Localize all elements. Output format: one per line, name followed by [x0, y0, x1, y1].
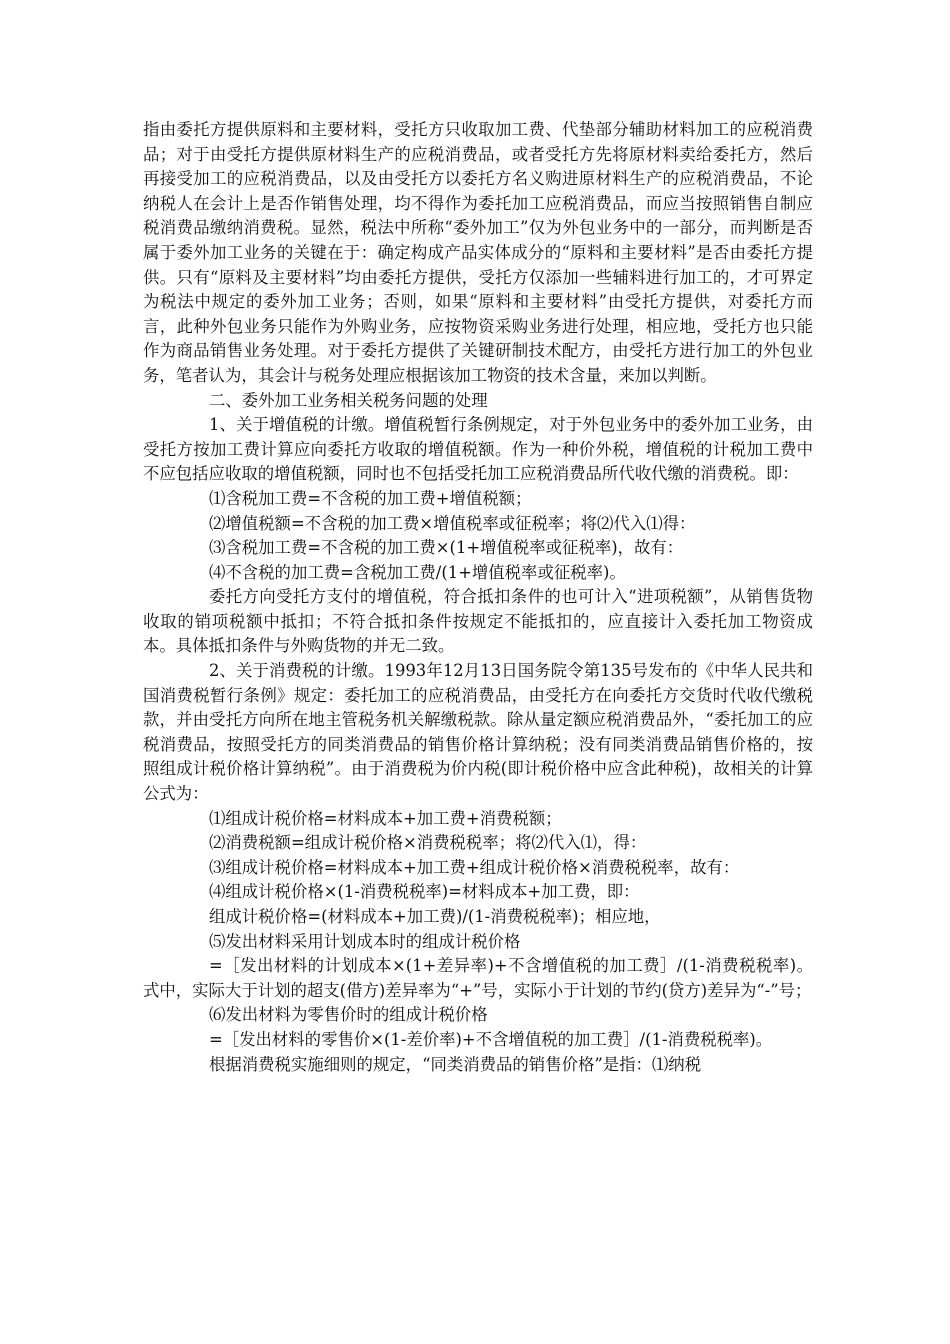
paragraph: ⑵增值税额=不含税的加工费×增值税率或征税率；将⑵代入⑴得：: [209, 513, 696, 533]
paragraph: =［发出材料的计划成本×(1+差异率)+不含增值税的加工费］/(1-消费税税率)。式中，实际大于计划的超支(借方)差异率为“+”号，实际小于计划的节约(贷方)差异为“-”号；: [143, 956, 813, 1000]
paragraph: ⑹发出材料为零售价时的组成计税价格: [209, 1005, 488, 1025]
paragraph: ⑷不含税的加工费=含税加工费/(1+增值税率或征税率)。: [209, 562, 626, 582]
paragraph: 1、关于增值税的计缴。增值税暂行条例规定，对于外包业务中的委外加工业务，由受托方按加工费计算应向委托方收取的增值税额。作为一种价外税，增值税的计税加工费中不应包括应收取的增值税额，同时也不包括受托加工应税消费品所代收代缴的消费税。即：: [143, 415, 813, 484]
paragraph: 委托方向受托方支付的增值税，符合抵扣条件的也可计入“进项税额”，从销售货物收取的销项税额中抵扣；不符合抵扣条件按规定不能抵扣的，应直接计入委托加工物资成本。具体抵扣条件与外购货物的并无二致。: [143, 587, 813, 656]
paragraph: =［发出材料的零售价×(1-差价率)+不含增值税的加工费］/(1-消费税税率)。: [209, 1029, 773, 1049]
paragraph: 二、委外加工业务相关税务问题的处理: [209, 390, 488, 410]
paragraph: 2、关于消费税的计缴。1993年12月13日国务院令第135号发布的《中华人民共和国消费税暂行条例》规定：委托加工的应税消费品，由受托方在向委托方交货时代收代缴税款，并由受托方向所在地主管税务机关解缴税款。除从量定额应税消费品外，“委托加工的应税消费品，按照受托方的同类消费品的销售价格计算纳税；没有同类消费品销售价格的，按照组成计税价格计算纳税”。由于消费税为价内税(即计税价格中应含此种税)，故相关的计算公式为：: [143, 661, 813, 804]
paragraph: ⑷组成计税价格×(1-消费税税率)=材料成本+加工费，即：: [209, 882, 640, 902]
paragraph: 根据消费税实施细则的规定，“同类消费品的销售价格”是指：⑴纳税: [209, 1054, 702, 1074]
paragraph: ⑶含税加工费=不含税的加工费×(1+增值税率或征税率)，故有：: [209, 538, 684, 558]
paragraph: ⑴组成计税价格=材料成本+加工费+消费税额；: [209, 808, 562, 828]
paragraph: ⑵消费税额=组成计税价格×消费税税率；将⑵代入⑴，得：: [209, 833, 647, 853]
paragraph: 组成计税价格=(材料成本+加工费)/(1-消费税税率)；相应地，: [209, 907, 661, 926]
paragraph: ⑶组成计税价格=材料成本+加工费+组成计税价格×消费税税率，故有：: [209, 857, 740, 877]
paragraph: ⑸发出材料采用计划成本时的组成计税价格: [209, 931, 521, 951]
body-text: [143, 118, 813, 1077]
paragraph: 指由委托方提供原料和主要材料，受托方只收取加工费、代垫部分辅助材料加工的应税消费品；对于由受托方提供原材料生产的应税消费品，或者受托方先将原材料卖给委托方，然后再接受加工的应税消费品，以及由受托方以委托方名义购进原材料生产的应税消费品，不论纳税人在会计上是否作销售处理，均不得作为委托加工应税消费品，而应当按照销售自制应税消费品缴纳消费税。显然，税法中所称“委外加工”仅为外包业务中的一部分，而判断是否属于委外加工业务的关键在于：确定构成产品实体成分的“原料和主要材料”是否由委托方提供。只有“原料及主要材料”均由委托方提供，受托方仅添加一些辅料进行加工的，才可界定为税法中规定的委外加工业务；否则，如果“原料和主要材料”由受托方提供，对委托方而言，此种外包业务只能作为外购业务，应按物资采购业务进行处理，相应地，受托方也只能作为商品销售业务处理。对于委托方提供了关键研制技术配方，由受托方进行加工的外包业务，笔者认为，其会计与税务处理应根据该加工物资的技术含量，来加以判断。: [143, 120, 813, 385]
paragraph: ⑴含税加工费=不含税的加工费+增值税额；: [209, 488, 532, 508]
